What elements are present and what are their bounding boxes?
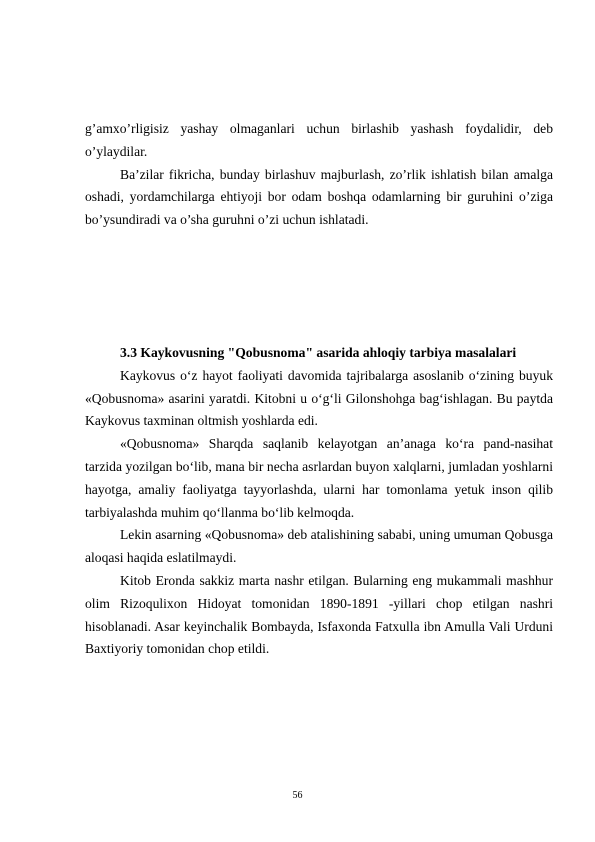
paragraph: Ba’zilar fikricha, bunday birlashuv majburlash, zo’rlik ishlatish bilan amalga oshadi, yordamchilarga ehtiyoji bor odam boshqa odamlarning bir guruhini o’ziga bo’ysundiradi va o’sha guruhni o’zi uchun ishlatadi. bbox=[85, 166, 553, 228]
paragraph: g’amxo’rligisiz yashay olmaganlari uchun birlashib yashash foydalidir, deb o’ylaydilar. bbox=[85, 121, 553, 159]
paragraph: Kitob Eronda sakkiz marta nashr etilgan. Bularning eng mukammali mashhur olim Rizoqulixon Hidoyat tomonidan 1890-1891 -yillari chop etilgan nashri hisoblanadi. Asar keyinchalik Bombayda, Isfaxonda Fatxulla ibn Amulla Vali Urduni Baxtiyoriy tomonidan chop etildi. bbox=[85, 572, 553, 657]
paragraph: Lekin asarning «Qobusnoma» deb atalishining sababi, uning umuman Qobusga aloqasi haqida eslatilmaydi. bbox=[85, 527, 553, 566]
page-number: 56 bbox=[292, 790, 303, 801]
top-text-block bbox=[85, 118, 553, 232]
paragraph: Kaykovus o‘z hayot faoliyati davomida tajribalarga asoslanib o‘zining buyuk «Qobusnoma» asarini yaratdi. Kitobni u o‘g‘li Gilonshohga bag‘ishlagan. Bu paytda Kaykovus taxminan oltmish yoshlarda edi. bbox=[85, 367, 553, 429]
paragraph: «Qobusnoma» Sharqda saqlanib kelayotgan an’anaga ko‘ra pand-nasihat tarzida yozilgan bo‘lib, mana bir necha asrlardan buyon xalqlarni, jumladan yoshlarni hayotga, amaliy faoliyatga tayyorlashda, ularni har tomonlama yetuk inson qilib tarbiyalashda muhim qo‘llanma bo‘lib kelmoqda. bbox=[85, 436, 553, 520]
section-text-block bbox=[85, 342, 553, 661]
section-heading: 3.3 Kaykovusning "Qobusnoma" asarida ahloqiy tarbiya masalalari bbox=[120, 345, 517, 360]
